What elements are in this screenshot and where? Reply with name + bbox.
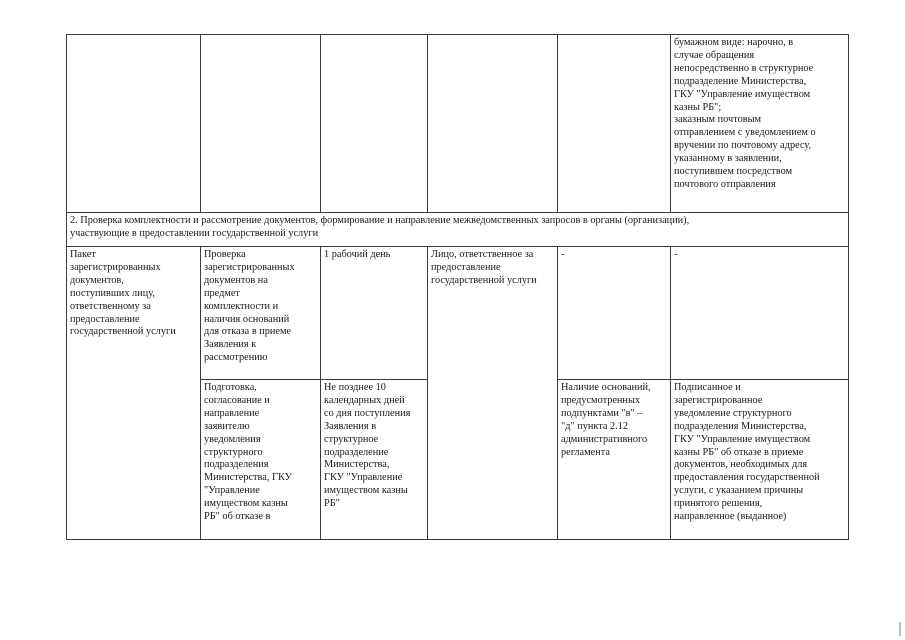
empty-cell-responsible — [428, 35, 558, 213]
table-row — [67, 247, 849, 380]
criteria-cell: - — [558, 247, 671, 380]
procedure-table — [66, 34, 849, 540]
empty-cell-term — [321, 35, 428, 213]
term-cell: Не позднее 10 календарных дней со дня поступления Заявления в структурное подразделение Министерства, ГКУ "Управление имуществом казны РБ" — [321, 380, 428, 540]
result-cell: Подписанное и зарегистрированное уведомление структурного подразделения Министерства, ГКУ "Управление имуществом казны РБ" об отказе в приеме документов, необходимых для предоставления государственной услуги, с указанием причины принятого решения, направленное (выданное) — [671, 380, 849, 540]
scan-artifact — [899, 622, 901, 636]
empty-cell-criteria — [558, 35, 671, 213]
action-cell: Подготовка, согласование и направление заявителю уведомления структурного подразделения Министерства, ГКУ "Управление имуществом казны РБ" об отказе в — [201, 380, 321, 540]
basis-cell: Пакет зарегистрированных документов, поступивших лицу, ответственному за предоставление государственной услуги — [67, 247, 201, 540]
section-row — [67, 213, 849, 247]
table-row — [67, 35, 849, 213]
responsible-cell: Лицо, ответственное за предоставление государственной услуги — [428, 247, 558, 540]
section-title: 2. Проверка комплектности и рассмотрение документов, формирование и направление межведомственных запросов в органы (организации), участвующие в предоставлении государственной услуги — [67, 213, 849, 247]
result-cell: бумажном виде: нарочно, в случае обращения непосредственно в структурное подразделение Министерства, ГКУ "Управление имуществом казны РБ"; заказным почтовым отправлением с уведомлением о вручении по почтовому адресу, указанному в заявлении, поступившем посредством почтового отправления — [671, 35, 849, 213]
result-cell: - — [671, 247, 849, 380]
term-cell: 1 рабочий день — [321, 247, 428, 380]
empty-cell-action — [201, 35, 321, 213]
action-cell: Проверка зарегистрированных документов на предмет комплектности и наличия оснований для отказа в приеме Заявления к рассмотрению — [201, 247, 321, 380]
empty-cell-basis — [67, 35, 201, 213]
criteria-cell: Наличие оснований, предусмотренных подпунктами "в" – "д" пункта 2.12 административного регламента — [558, 380, 671, 540]
